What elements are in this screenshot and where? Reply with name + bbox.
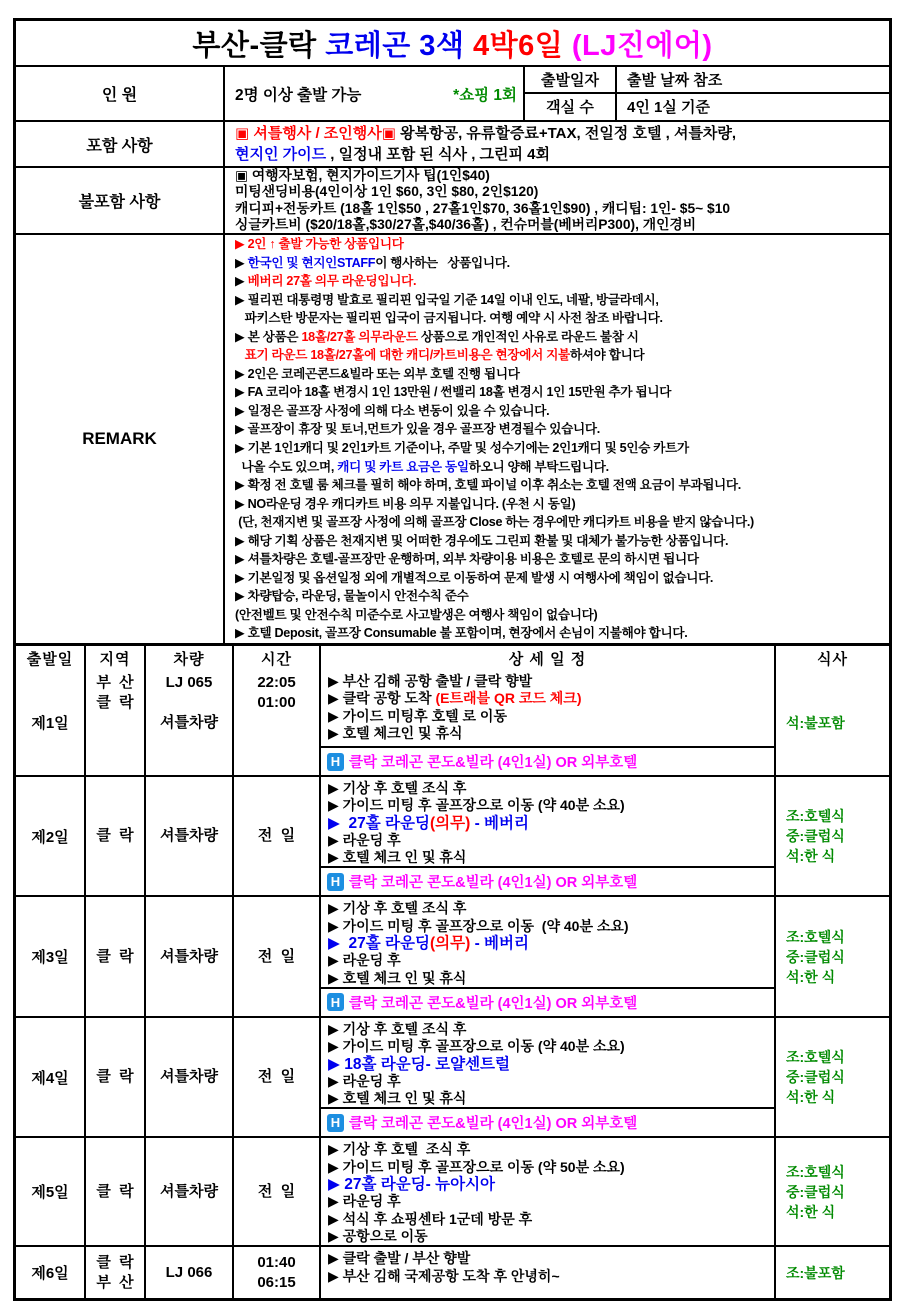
exclusions-text xyxy=(225,168,889,233)
text-line xyxy=(235,346,885,365)
text-segment: ▶ 호텔 Deposit, 골프장 Consumable 불 포함이며, 현장에서 손님이 지불해야 합니다. xyxy=(235,626,688,641)
text-segment: ▶ 본 상품은 xyxy=(235,329,302,344)
day-schedule-items xyxy=(321,897,774,986)
text-segment: ▶ FA 코리아 18홀 변경시 1인 13만원 / 썬밸리 18홀 변경시 1인 15만원 추가 됩니다 xyxy=(235,385,672,400)
cell-line: 중:클럽식 xyxy=(786,1183,845,1200)
text-line xyxy=(328,918,774,935)
text-line xyxy=(235,291,885,310)
text-segment: ▶ 필리핀 대통령명 발효로 필리핀 입국일 기준 14일 이내 인도, 네팔, 방글라데시, xyxy=(235,292,659,307)
text-segment: (안전벨트 및 안전수칙 미준수로 사고발생은 여행사 책임이 없습니다) xyxy=(235,607,598,622)
text-segment: ▶ 2인은 코레곤콘드&빌라 또는 외부 호텔 진행 됩니다 xyxy=(235,366,520,381)
text-line xyxy=(235,328,885,347)
text-line xyxy=(235,309,885,328)
person-value: 2명 이상 출발 가능 xyxy=(235,86,362,104)
day-region xyxy=(86,1138,146,1245)
day-region xyxy=(86,1018,146,1136)
inclusions-row xyxy=(16,120,889,166)
cell-line: 셔틀차량 xyxy=(160,1068,218,1086)
text-line xyxy=(328,1073,774,1090)
cell-line: 01:00 xyxy=(257,694,296,711)
day-time xyxy=(234,777,321,895)
cell-line: 셔틀차량 xyxy=(160,1182,218,1200)
room-count-value: 4인 1실 기준 xyxy=(627,99,710,117)
schedule-body xyxy=(16,670,889,1298)
day-meals xyxy=(776,777,889,895)
cell-line xyxy=(187,693,191,713)
day-hotel-line xyxy=(321,746,774,775)
inclusions-label: 포함 사항 xyxy=(16,122,225,166)
text-segment xyxy=(235,348,245,362)
cell-line: 06:15 xyxy=(257,1273,296,1291)
cell-line: 석:한 식 xyxy=(786,1203,836,1220)
text-line xyxy=(328,780,774,797)
text-line xyxy=(235,123,885,144)
text-line xyxy=(328,1176,774,1193)
cell-line: 부 산 xyxy=(96,674,134,691)
cell-line: 전 일 xyxy=(257,1182,296,1200)
day-schedule-items xyxy=(321,1247,774,1298)
itinerary-day-row xyxy=(16,1016,889,1136)
header-detail: 상 세 일 정 xyxy=(321,646,776,670)
text-segment: ▶ 27홀 라운딩 xyxy=(328,814,430,832)
text-segment: 현지인 가이드 xyxy=(235,146,327,163)
hotel-badge-icon: H xyxy=(327,753,344,771)
text-line xyxy=(328,797,774,814)
header-departure-day: 출발일 xyxy=(16,646,86,670)
text-line xyxy=(235,606,885,625)
text-segment: ▶ xyxy=(235,255,248,270)
text-line xyxy=(328,1021,774,1038)
header-time: 시간 xyxy=(234,646,321,670)
text-segment: (LJ진에어) xyxy=(571,29,713,62)
text-segment: 클락 코레곤 콘도&빌라 (4인1실) OR 외부호텔 xyxy=(349,1116,638,1133)
day-schedule-items xyxy=(321,1138,774,1245)
text-segment: ▶ 가이드 미팅 후 골프장으로 이동 (약 40분 소요) xyxy=(328,797,625,814)
text-segment: ▶ 셔틀차량은 호텔-골프장만 운행하며, 외부 차량이용 비용은 호텔로 문의 하시면 됩니다 xyxy=(235,552,699,567)
text-segment: ▶ 2인 ↑ 출발 가능한 상품입니다 xyxy=(235,236,404,251)
text-line xyxy=(328,935,774,952)
cell-line: LJ 065 xyxy=(165,674,213,691)
day-region xyxy=(86,670,146,775)
header-region: 지역 xyxy=(86,646,146,670)
text-segment: 나올 수도 있으며, xyxy=(235,459,338,474)
text-line xyxy=(235,569,885,588)
text-segment: ▶ 가이드 미팅 후 골프장으로 이동 (약 40분 소요) xyxy=(328,1038,625,1055)
day-hotel-line xyxy=(321,866,774,895)
text-segment: ▶ 기본일정 및 옵션일정 외에 개별적으로 이동하여 문제 발생 시 여행사에 책임이 없습니다. xyxy=(235,570,714,585)
text-segment: 18홀/27홀 의무라운드 xyxy=(301,329,418,344)
day-vehicle xyxy=(146,1018,234,1136)
cell-line: LJ 066 xyxy=(165,1263,213,1281)
text-segment: ▶ 확정 전 호텔 룸 체크를 필히 해야 하며, 호텔 파이널 이후 취소는 호텔 전액 요금이 부과됩니다. xyxy=(235,478,741,493)
text-line xyxy=(235,495,885,514)
text-segment: ▶ 호텔 체크 인 및 휴식 xyxy=(328,1090,467,1107)
cell-line: 조:호텔식 xyxy=(786,808,845,825)
day-schedule-cell xyxy=(321,670,776,775)
text-line xyxy=(328,1250,774,1267)
person-label: 인 원 xyxy=(16,67,225,120)
day-vehicle xyxy=(146,777,234,895)
text-segment: , 일정내 포함 된 식사 , 그린피 4회 xyxy=(326,146,551,163)
day-schedule-cell xyxy=(321,1247,776,1298)
cell-line: 전 일 xyxy=(257,1068,296,1086)
text-segment: ▶ 클락 공항 도착 xyxy=(328,690,436,707)
text-segment: ▶ 27홀 라운딩- 뉴아시아 xyxy=(328,1176,496,1194)
day-label: 제1일 xyxy=(16,670,86,775)
cell-line: 클 락 xyxy=(96,1182,134,1200)
itinerary-day-row xyxy=(16,775,889,895)
info-row xyxy=(16,65,889,120)
text-line xyxy=(235,272,885,291)
cell-line: 클 락 xyxy=(96,1068,134,1086)
day-label: 제5일 xyxy=(16,1138,86,1245)
text-line xyxy=(235,383,885,402)
text-segment: ▶ 부산 김해 공항 출발 / 클락 향발 xyxy=(328,673,533,689)
text-line xyxy=(328,1159,774,1176)
text-segment: ▶ NO라운딩 경우 캐디카트 비용 의무 지불입니다. (우천 시 동일) xyxy=(235,496,576,511)
day-schedule-cell xyxy=(321,897,776,1015)
day-time xyxy=(234,897,321,1015)
text-line xyxy=(328,1056,774,1073)
day-meals xyxy=(776,670,889,775)
day-label: 제3일 xyxy=(16,897,86,1015)
text-segment: ▶ 기상 후 호텔 조식 후 xyxy=(328,1141,471,1158)
text-segment: (E트래블 QR 코드 체크) xyxy=(435,690,582,707)
text-segment: 상품으로 개인적인 사유로 라운드 불참 시 xyxy=(417,329,639,344)
text-segment: ▶ 호텔 체크 인 및 휴식 xyxy=(328,849,467,866)
text-segment: ▶ 해당 기획 상품은 천재지변 및 어떠한 경우에도 그린피 환불 및 대체가 불가능한 상품입니다. xyxy=(235,533,729,548)
day-schedule-items xyxy=(321,777,774,866)
text-segment: ▶ 석식 후 쇼핑센타 1군데 방문 후 xyxy=(328,1210,533,1227)
text-line xyxy=(328,1141,774,1158)
cell-line: 중:클럽식 xyxy=(786,828,845,845)
text-segment: 클락 코레곤 콘도&빌라 (4인1실) OR 외부호텔 xyxy=(349,995,638,1012)
day-meals xyxy=(776,897,889,1015)
day-schedule-cell xyxy=(321,1018,776,1136)
day-vehicle xyxy=(146,1247,234,1298)
cell-line: 전 일 xyxy=(257,827,296,845)
itinerary-day-row xyxy=(16,670,889,775)
day-region xyxy=(86,1247,146,1298)
text-line xyxy=(328,1193,774,1210)
text-line: 캐디피+전동카트 (18홀 1인$50 , 27홀1인$70, 36홀1인$90) , 캐디팁: 1인- $5~ $10 xyxy=(235,200,731,216)
text-segment: 클락 코레곤 콘도&빌라 (4인1실) OR 외부호텔 xyxy=(349,755,638,771)
text-segment: ▶ 부산 김해 국제공항 도착 후 안녕히~ xyxy=(328,1267,560,1284)
text-line: ▣ 여행자보험, 현지가이드기사 팁(1인$40) xyxy=(235,168,490,184)
cell-line: 조:호텔식 xyxy=(786,1049,845,1066)
text-line xyxy=(328,1090,774,1107)
day-time xyxy=(234,1018,321,1136)
day-hotel-line xyxy=(321,987,774,1016)
cell-line: 전 일 xyxy=(257,947,296,965)
text-line xyxy=(328,815,774,832)
text-segment: 왕복항공, 유류할증료+TAX, 전일정 호텔 , 셔틀차량, xyxy=(395,125,737,142)
text-line xyxy=(328,1211,774,1228)
cell-line: 01:40 xyxy=(257,1253,296,1271)
text-line xyxy=(328,900,774,917)
text-segment: 부산-클락 xyxy=(192,29,326,62)
title-row xyxy=(16,21,889,65)
inclusions-text xyxy=(225,122,889,166)
text-segment: (의무) xyxy=(429,935,471,953)
hotel-badge-icon: H xyxy=(327,873,344,891)
cell-line: 조:호텔식 xyxy=(786,1163,845,1180)
room-count-label: 객실 수 xyxy=(525,94,617,121)
text-segment: ▶ 일정은 골프장 사정에 의해 다소 변동이 있을 수 있습니다. xyxy=(235,403,550,418)
day-label: 제2일 xyxy=(16,777,86,895)
text-line: 싱글카트비 ($20/18홀,$30/27홀,$40/36홀) , 컨슈머블(베버리P300), 개인경비 xyxy=(235,216,697,232)
text-line xyxy=(235,420,885,439)
text-line xyxy=(328,970,774,987)
text-segment: ▶ 가이드 미팅후 호텔 로 이동 xyxy=(328,707,507,724)
text-segment: (단, 천재지변 및 골프장 사정에 의해 골프장 Close 하는 경우에만 캐디카트 비용을 받지 않습니다.) xyxy=(235,515,754,530)
cell-line: 클 락 xyxy=(96,827,134,845)
text-segment: 한국인 및 현지인STAFF xyxy=(247,255,376,270)
text-segment: ▣ 셔틀행사 / 조인행사▣ xyxy=(235,125,396,142)
text-segment: ▶ 18홀 라운딩- 로얄센트럴 xyxy=(328,1055,510,1073)
shopping-note: *쇼핑 1회 xyxy=(453,86,517,104)
text-segment: ▶ 27홀 라운딩 xyxy=(328,935,430,953)
cell-line: 중:클럽식 xyxy=(786,1069,845,1086)
text-segment: 코레곤 3색 xyxy=(325,29,474,62)
day-meals xyxy=(776,1018,889,1136)
departure-room-table xyxy=(525,67,889,120)
text-segment: 하오니 양해 부탁드립니다. xyxy=(468,459,609,474)
text-line xyxy=(235,254,885,273)
cell-line: 석:한 식 xyxy=(786,848,836,865)
text-segment: (의무) xyxy=(429,814,471,832)
cell-line: 중:클럽식 xyxy=(786,948,845,965)
cell-line: 셔틀차량 xyxy=(160,827,218,845)
text-line xyxy=(328,1038,774,1055)
text-segment: ▶ 라운딩 후 xyxy=(328,952,401,969)
text-segment: ▶ 라운딩 후 xyxy=(328,1193,401,1210)
text-segment: ▶ 골프장이 휴장 및 토너,먼트가 있을 경우 골프장 변경될수 있습니다. xyxy=(235,422,600,437)
day-region xyxy=(86,897,146,1015)
departure-date-label: 출발일자 xyxy=(525,67,617,94)
text-line xyxy=(328,708,774,725)
text-segment: ▶ xyxy=(235,274,248,289)
text-line xyxy=(235,513,885,532)
text-segment: ▶ 기상 후 호텔 조식 후 xyxy=(328,1020,467,1037)
exclusions-row xyxy=(16,166,889,233)
cell-line: 클 락 xyxy=(96,1253,134,1271)
text-segment: 캐디 및 카트 요금은 동일 xyxy=(337,459,469,474)
text-line xyxy=(235,365,885,384)
day-label: 제6일 xyxy=(16,1247,86,1298)
departure-date-value: 출발 날짜 참조 xyxy=(617,67,889,94)
text-line xyxy=(328,849,774,866)
text-line xyxy=(235,476,885,495)
hotel-badge-icon: H xyxy=(327,993,344,1011)
text-segment: 베버리 27홀 의무 라운딩입니다. xyxy=(247,274,417,289)
text-line xyxy=(235,532,885,551)
text-line xyxy=(328,832,774,849)
text-segment: - 베버리 xyxy=(470,814,529,832)
text-line xyxy=(328,1268,774,1285)
text-segment: ▶ 기본 1인1캐디 및 2인1카트 기준이나, 주말 및 성수기에는 2인1캐디 및 5인승 카트가 xyxy=(235,441,689,455)
day-meals xyxy=(776,1247,889,1298)
text-segment: ▶ 라운딩 후 xyxy=(328,831,401,848)
text-segment: ▶ 가이드 미팅 후 골프장으로 이동 (약 40분 소요) xyxy=(328,917,629,934)
text-line xyxy=(235,624,885,643)
document-frame xyxy=(13,18,892,1301)
text-line xyxy=(235,402,885,421)
cell-line: 22:05 xyxy=(257,674,296,691)
cell-line: 셔틀차량 xyxy=(160,947,218,965)
text-line xyxy=(328,725,774,742)
cell-line: 클 락 xyxy=(96,947,134,965)
text-line xyxy=(235,550,885,569)
text-segment: 하셔야 합니다 xyxy=(569,348,645,363)
text-segment: 클락 코레곤 콘도&빌라 (4인1실) OR 외부호텔 xyxy=(349,875,638,892)
text-segment: - 베버리 xyxy=(470,935,529,953)
text-line xyxy=(235,458,885,477)
day-vehicle xyxy=(146,670,234,775)
cell-line: 부 산 xyxy=(96,1273,134,1291)
cell-line: 클 락 xyxy=(96,694,134,711)
text-segment: ▶ 가이드 미팅 후 골프장으로 이동 (약 50분 소요) xyxy=(328,1158,625,1175)
hotel-badge-icon: H xyxy=(327,1114,344,1132)
text-segment: 표기 라운드 18홀/27홀에 대한 캐디/카트비용은 현장에서 지불 xyxy=(244,348,570,363)
cell-line: 석:한 식 xyxy=(786,968,836,985)
remark-text xyxy=(225,235,889,643)
day-schedule-items xyxy=(321,1018,774,1107)
day-schedule-items xyxy=(321,670,774,746)
day-vehicle xyxy=(146,897,234,1015)
page-title xyxy=(192,23,712,64)
day-meals xyxy=(776,1138,889,1245)
text-segment: ▶ 차량탑승, 라운딩, 물놀이시 안전수칙 준수 xyxy=(235,589,469,604)
text-line xyxy=(235,144,885,165)
text-segment: ▶ 공항으로 이동 xyxy=(328,1227,428,1244)
text-segment: 4박6일 xyxy=(473,29,572,62)
text-line xyxy=(235,235,885,254)
text-segment: ▶ 기상 후 호텔 조식 후 xyxy=(328,900,467,917)
text-segment: 이 행사하는 상품입니다. xyxy=(375,255,510,270)
remark-label: REMARK xyxy=(16,235,225,643)
exclusions-label: 불포함 사항 xyxy=(16,168,225,233)
day-region xyxy=(86,777,146,895)
day-vehicle xyxy=(146,1138,234,1245)
cell-line: 조:호텔식 xyxy=(786,928,845,945)
text-segment: ▶ 라운딩 후 xyxy=(328,1072,401,1089)
person-value-cell xyxy=(225,67,525,120)
text-segment: ▶ 호텔 체크 인 및 휴식 xyxy=(328,969,467,986)
remark-row xyxy=(16,233,889,643)
cell-line: 조:불포함 xyxy=(786,1264,845,1281)
header-meal: 식사 xyxy=(817,650,848,668)
day-hotel-line xyxy=(321,1107,774,1136)
day-time xyxy=(234,1138,321,1245)
text-line xyxy=(192,23,712,64)
cell-line: 셔틀차량 xyxy=(160,714,218,731)
day-schedule-cell xyxy=(321,1138,776,1245)
day-time xyxy=(234,670,321,775)
text-segment: ▶ 기상 후 호텔 조식 후 xyxy=(328,780,467,796)
itinerary-day-row xyxy=(16,1136,889,1245)
itinerary-day-row xyxy=(16,895,889,1015)
day-label: 제4일 xyxy=(16,1018,86,1136)
schedule-header-row xyxy=(16,643,889,670)
itinerary-day-row xyxy=(16,1245,889,1298)
text-line xyxy=(235,587,885,606)
day-schedule-cell xyxy=(321,777,776,895)
text-line xyxy=(328,1228,774,1245)
text-segment: ▶ 호텔 체크인 및 휴식 xyxy=(328,724,463,741)
day-time xyxy=(234,1247,321,1298)
cell-line: 석:한 식 xyxy=(786,1089,836,1106)
text-line xyxy=(235,439,885,458)
header-vehicle: 차량 xyxy=(146,646,234,670)
cell-line: 석:불포함 xyxy=(786,714,845,731)
text-line: 미팅샌딩비용(4인이상 1인 $60, 3인 $80, 2인$120) xyxy=(235,184,539,200)
text-line xyxy=(328,673,774,690)
text-line xyxy=(328,690,774,707)
text-segment: 파키스탄 방문자는 필리핀 입국이 금지됩니다. 여행 예약 시 사전 참조 바랍니다. xyxy=(235,311,663,326)
text-segment: ▶ 클락 출발 / 부산 향발 xyxy=(328,1250,471,1267)
text-line xyxy=(328,952,774,969)
